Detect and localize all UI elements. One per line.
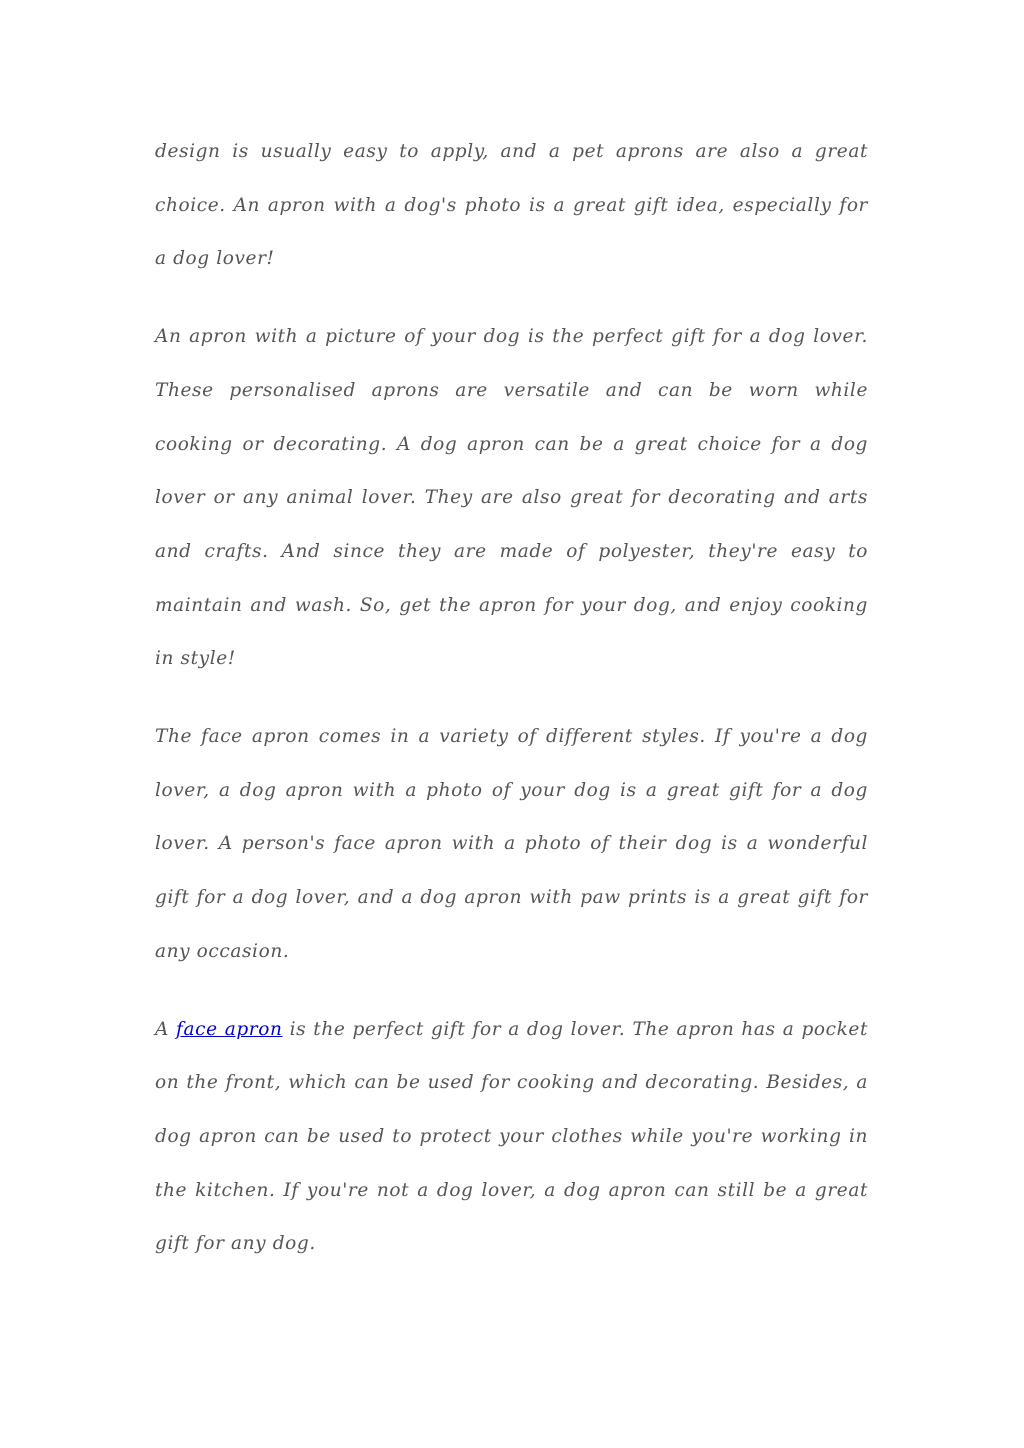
paragraph-3: The face apron comes in a variety of different styles. If you're a dog lover, a dog apron with a photo of your dog is a great gift for a dog lover. A person's face apron with a photo of their dog is a wonderful gift for a dog lover, and a dog apron with paw prints is a great gift for any occasion. [155,726,868,962]
document-page [155,125,868,1295]
paragraph-2: An apron with a picture of your dog is the perfect gift for a dog lover. These personalised aprons are versatile and can be worn while cooking or decorating. A dog apron can be a great choice for a dog lover or any animal lover. They are also great for decorating and arts and crafts. And since they are made of polyester, they're easy to maintain and wash. So, get the apron for your dog, and enjoy cooking in style! [155,326,868,670]
paragraph-1: design is usually easy to apply, and a pet aprons are also a great choice. An apron with a dog's photo is a great gift idea, especially for a dog lover! [155,141,868,270]
paragraph-4 [155,1003,868,1272]
paragraph-4-body-text: is the perfect gift for a dog lover. The apron has a pocket on the front, which can be used for cooking and decorating. Besides, a dog apron can be used to protect your clothes while you're working in the kitchen. If you're not a dog lover, a dog apron can still be a great gift for any dog. [155,1018,868,1255]
paragraph-4-lead-text: A [155,1018,177,1040]
face-apron-link[interactable]: face apron [176,1018,283,1040]
